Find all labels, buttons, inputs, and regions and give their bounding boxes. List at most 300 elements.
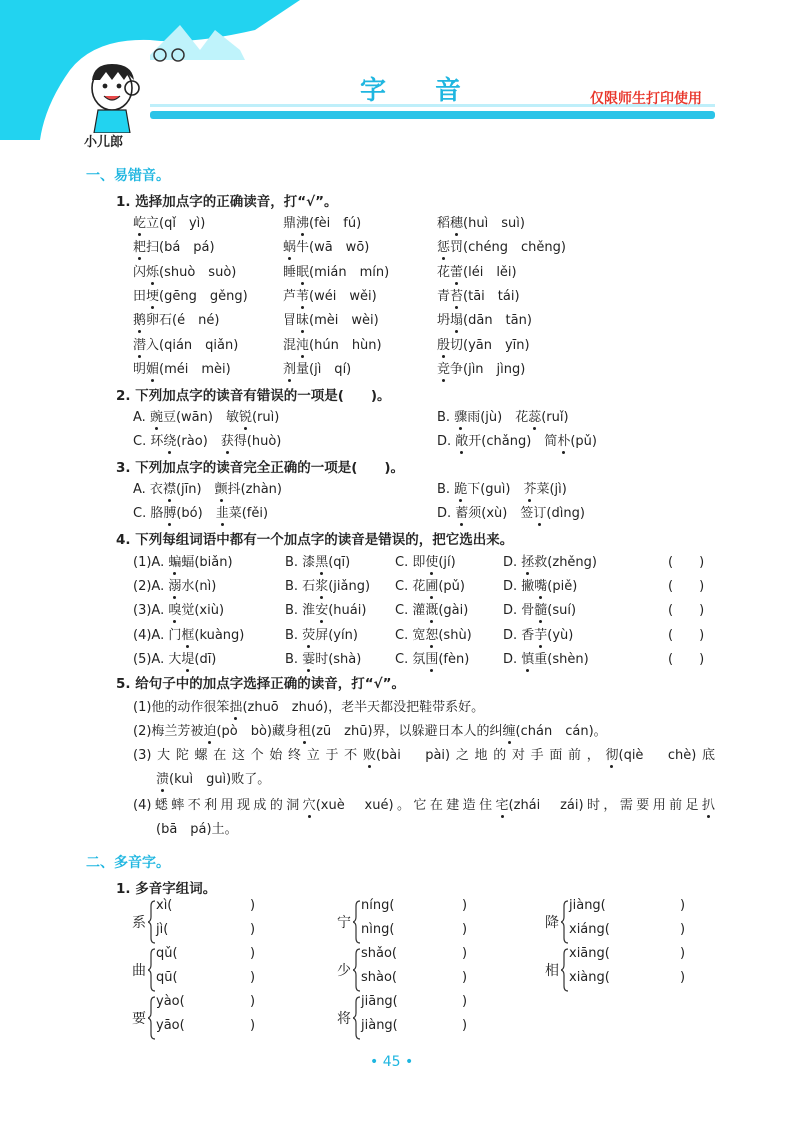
word-item	[285, 624, 358, 643]
text-segment: 罚(chéng chěng)	[450, 240, 566, 256]
sentence-line	[133, 744, 715, 763]
text-segment: D.	[437, 506, 456, 521]
text-segment: (3)A.	[133, 603, 169, 619]
dotted-char: 框	[181, 624, 194, 643]
dotted-char: 媚	[146, 358, 159, 377]
dotted-char: 苇	[296, 285, 309, 304]
header-band	[150, 111, 715, 119]
text-segment: (jiǎng)	[328, 579, 371, 595]
dotted-char: 蕊	[528, 406, 541, 425]
brace-icon	[561, 948, 569, 992]
word-item	[437, 285, 520, 304]
dotted-char: 颤	[215, 478, 228, 497]
reading-blank-close: )	[462, 994, 468, 1009]
reading-blank-close: )	[462, 970, 468, 985]
text-segment: 青	[437, 288, 451, 304]
text-segment: (dī)	[194, 651, 217, 667]
word-item	[395, 575, 465, 594]
text-segment: 明	[133, 361, 147, 377]
question-prompt: 3. 下列加点字的读音完全正确的一项是( )。	[116, 460, 405, 476]
dotted-char: 黑	[315, 551, 328, 570]
text-segment: 重(shèn)	[534, 651, 589, 667]
text-segment: (4)蟋蟀不利用现成的洞	[133, 798, 303, 813]
answer-option	[133, 430, 281, 449]
brace-icon	[148, 996, 156, 1040]
text-segment: C. 氛	[395, 651, 426, 667]
answer-blank: ( )	[668, 603, 705, 619]
dotted-char: 烁	[146, 261, 159, 280]
word-item	[437, 236, 566, 255]
text-segment: D. 香	[503, 627, 535, 643]
question-prompt: 4. 下列每组词语中都有一个加点字的读音是错误的，把它选出来。	[116, 532, 514, 548]
answer-option	[437, 478, 567, 497]
text-segment: B.	[285, 651, 303, 667]
reading-blank: shào(	[361, 970, 398, 985]
sentence-line	[133, 794, 715, 813]
dotted-char: 霎	[302, 648, 315, 667]
reading-blank-close: )	[680, 946, 686, 961]
dotted-char: 嗅	[168, 599, 181, 618]
answer-blank: ( )	[668, 651, 705, 667]
dotted-char: 敞	[455, 430, 468, 449]
dotted-char: 缠	[503, 720, 516, 739]
word-item	[285, 648, 361, 667]
dotted-char: 跪	[454, 478, 467, 497]
dotted-char: 眠	[296, 261, 309, 280]
dotted-char: 沸	[296, 212, 309, 231]
brace-icon	[148, 948, 156, 992]
polyphone-char: 宁	[337, 915, 351, 931]
reading-blank-close: )	[462, 922, 468, 937]
word-item	[133, 309, 219, 328]
dotted-char: 败	[363, 744, 376, 763]
text-segment: 蝠(biǎn)	[181, 555, 233, 570]
dotted-char: 获	[221, 430, 234, 449]
text-segment: 稻	[437, 216, 451, 231]
reading-blank: xì(	[156, 898, 173, 913]
text-segment: (dān tān)	[463, 313, 532, 329]
text-segment: 菜(jì)	[536, 482, 567, 497]
word-item	[503, 575, 577, 594]
question-prompt: 2. 下列加点字的读音有错误的一项是( )。	[116, 388, 391, 404]
text-segment: (2)A.	[133, 579, 169, 595]
answer-option	[437, 430, 597, 449]
section-title: 二、多音字。	[86, 855, 170, 871]
word-item	[133, 358, 231, 377]
text-segment: 入(qián qiǎn)	[146, 337, 239, 353]
word-item	[437, 358, 525, 377]
text-segment: 敏	[225, 410, 239, 425]
dotted-char: 溉	[425, 599, 438, 618]
text-segment: B.	[437, 410, 455, 425]
text-segment: (huái)	[328, 603, 367, 619]
brace-icon	[353, 900, 361, 944]
text-segment: B.	[285, 627, 303, 643]
question-prompt: 1. 多音字组词。	[116, 881, 217, 897]
sentence-line	[156, 818, 238, 837]
dotted-char: 使	[425, 551, 438, 570]
text-segment: D. 撇	[503, 579, 535, 595]
section-title: 一、易错音。	[86, 168, 170, 184]
text-segment: 雨(jù)	[467, 410, 516, 425]
text-segment: (xuè xué)。它在建造住	[315, 798, 496, 813]
reading-blank-close: )	[462, 946, 468, 961]
polyphone-char: 将	[337, 1011, 351, 1027]
text-segment: (mèi wèi)	[309, 313, 379, 329]
word-item	[285, 551, 350, 570]
reading-blank: jiàng(	[569, 898, 606, 913]
reading-blank-close: )	[680, 898, 686, 913]
text-segment: 须(xù)	[468, 506, 521, 521]
text-segment: 扫(bá pá)	[146, 240, 215, 256]
text-segment: 开(chǎng)	[468, 434, 545, 449]
reading-blank-close: )	[250, 946, 256, 961]
text-segment: (pò bò)藏身	[216, 724, 298, 739]
text-segment: (zhái zái)时，需要用前足	[508, 798, 702, 813]
dotted-char: 殷	[437, 334, 450, 353]
reading-blank: xiàng(	[569, 970, 610, 985]
sentence-line	[156, 768, 270, 787]
word-item	[437, 261, 517, 280]
mascot-boy-icon	[80, 58, 150, 133]
text-segment: (wéi wěi)	[309, 288, 377, 304]
word-item	[133, 575, 216, 594]
reading-blank: níng(	[361, 898, 395, 913]
text-segment: C. 宽	[395, 627, 426, 643]
answer-blank: ( )	[668, 627, 705, 643]
word-item	[395, 599, 468, 618]
answer-option	[133, 502, 268, 521]
text-segment: A. 衣	[133, 482, 163, 497]
dotted-char: 蝙	[168, 551, 181, 570]
word-item	[283, 309, 379, 328]
text-segment: 冒	[283, 313, 297, 329]
word-item	[285, 599, 366, 618]
dotted-char: 宅	[496, 794, 509, 813]
dotted-char: 骤	[454, 406, 467, 425]
text-segment: (qī)	[328, 555, 351, 570]
word-item	[437, 334, 530, 353]
reading-blank-close: )	[250, 970, 256, 985]
text-segment: B.	[437, 482, 455, 497]
dotted-char: 蕾	[450, 261, 463, 280]
text-segment: D.	[437, 434, 456, 449]
text-segment: 豆(wān)	[162, 410, 226, 425]
dotted-char: 芥	[523, 478, 536, 497]
text-segment: 鼎	[283, 216, 297, 231]
dotted-char: 慎	[521, 648, 534, 667]
text-segment: 救(zhěng)	[534, 555, 597, 570]
dotted-char: 屹	[133, 212, 146, 231]
text-segment: B. 漆	[285, 555, 316, 570]
text-segment: 争(jìn jìng)	[450, 361, 526, 377]
text-segment: (qiè chè)底	[618, 748, 716, 763]
text-segment: 牛(wā wō)	[296, 240, 370, 256]
dotted-char: 沌	[296, 334, 309, 353]
dotted-char: 塌	[450, 309, 463, 328]
word-item	[283, 212, 361, 231]
header-corner-decoration	[0, 0, 300, 140]
dotted-char: 恕	[425, 624, 438, 643]
text-segment: 简	[544, 434, 558, 449]
sentence-line	[133, 696, 484, 715]
dotted-char: 嘴	[534, 575, 547, 594]
text-segment: (2)梅兰芳被	[133, 724, 204, 739]
word-item	[133, 648, 216, 667]
polyphone-char: 少	[337, 963, 351, 979]
word-item	[283, 261, 389, 280]
dotted-char: 穗	[450, 212, 463, 231]
dotted-char: 膊	[163, 502, 176, 521]
text-segment: D.	[503, 651, 522, 667]
polyphone-char: 系	[132, 915, 146, 931]
dotted-char: 浆	[315, 575, 328, 594]
word-item	[437, 309, 532, 328]
page-title: 字 音	[360, 76, 482, 106]
dotted-char: 订	[533, 502, 546, 521]
reading-blank-close: )	[250, 1018, 256, 1033]
text-segment: 时(shà)	[315, 651, 362, 667]
text-segment: (huì suì)	[463, 216, 525, 231]
word-item	[503, 648, 589, 667]
answer-option	[437, 406, 569, 425]
text-segment: 睡	[283, 264, 297, 280]
text-segment: (suí)	[547, 603, 577, 619]
text-segment: 卵石(é né)	[146, 313, 220, 329]
dotted-char: 朴	[557, 430, 570, 449]
text-segment: (kuì guì)败了。	[169, 772, 271, 787]
reading-blank: jì(	[156, 922, 169, 937]
dotted-char: 潜	[133, 334, 146, 353]
dotted-char: 韭	[216, 502, 229, 521]
brace-icon	[148, 900, 156, 944]
text-segment: (gēng gěng)	[159, 288, 248, 304]
question-prompt: 1. 选择加点字的正确读音，打“√”。	[116, 194, 338, 210]
text-segment: 菜(fěi)	[228, 506, 269, 521]
dotted-char: 埂	[146, 285, 159, 304]
word-item	[503, 624, 573, 643]
dotted-char: 扒	[702, 794, 715, 813]
dotted-char: 蜗	[283, 236, 296, 255]
word-item	[133, 551, 233, 570]
dotted-char: 蓄	[455, 502, 468, 521]
reading-blank-close: )	[680, 922, 686, 937]
text-segment: (kuàng)	[194, 627, 245, 643]
text-segment: 签	[520, 506, 534, 521]
text-segment: (yù)	[547, 627, 574, 643]
text-segment: C. 灌	[395, 603, 426, 619]
word-item	[285, 575, 370, 594]
text-segment: 闪	[133, 264, 147, 280]
text-segment: 水(nì)	[181, 579, 217, 595]
dotted-char: 芋	[534, 624, 547, 643]
dotted-char: 拯	[521, 551, 534, 570]
text-segment: C. 环	[133, 434, 164, 449]
reading-blank: yào(	[156, 994, 185, 1009]
word-item	[503, 599, 576, 618]
text-segment: 觉(xiù)	[181, 603, 225, 619]
answer-option	[133, 406, 279, 425]
answer-blank: ( )	[668, 555, 705, 570]
text-segment: 下(guì)	[467, 482, 524, 497]
reading-blank: jiāng(	[361, 994, 398, 1009]
dotted-char: 围	[425, 648, 438, 667]
text-segment: C. 胳	[133, 506, 164, 521]
text-segment: (gài)	[438, 603, 469, 619]
text-segment: A.	[133, 410, 150, 425]
dotted-char: 荧	[302, 624, 315, 643]
word-item	[437, 212, 525, 231]
reading-blank-close: )	[462, 898, 468, 913]
dotted-char: 圃	[425, 575, 438, 594]
dotted-char: 溺	[168, 575, 181, 594]
text-segment: (jīn)	[175, 482, 215, 497]
dotted-char: 安	[315, 599, 328, 618]
dotted-char: 锐	[239, 406, 252, 425]
text-segment: (léi lěi)	[463, 264, 517, 280]
text-segment: (bài pài)之地的对手面前，	[375, 748, 606, 763]
word-item	[133, 236, 215, 255]
polyphone-char: 相	[545, 963, 559, 979]
text-segment: D.	[503, 555, 522, 570]
reading-blank-close: )	[250, 922, 256, 937]
text-segment: 芦	[283, 288, 297, 304]
polyphone-char: 降	[545, 915, 559, 931]
text-segment: (bó)	[176, 506, 216, 521]
word-item	[283, 334, 382, 353]
reading-blank-close: )	[462, 1018, 468, 1033]
text-segment: (piě)	[547, 579, 578, 595]
text-segment: 抖(zhàn)	[227, 482, 282, 497]
answer-option	[437, 502, 585, 521]
dotted-char: 竞	[437, 358, 450, 377]
dotted-char: 剂	[283, 358, 296, 377]
sentence-line	[133, 720, 607, 739]
answer-option	[133, 478, 282, 497]
answer-blank: ( )	[668, 579, 705, 595]
text-segment: (fèi fú)	[309, 216, 362, 231]
word-item	[133, 334, 238, 353]
dotted-char: 豌	[150, 406, 163, 425]
text-segment: B. 淮	[285, 603, 316, 619]
text-segment: (méi mèi)	[159, 361, 231, 377]
dotted-char: 迫	[203, 720, 216, 739]
reading-blank: yāo(	[156, 1018, 185, 1033]
text-segment: (pǔ)	[438, 579, 465, 595]
text-segment: (hún hùn)	[309, 337, 382, 353]
word-item	[395, 624, 472, 643]
text-segment: D. 骨	[503, 603, 535, 619]
text-segment: (tāi tái)	[463, 288, 520, 304]
text-segment: (3)大陀螺在这个始终立于不	[133, 748, 363, 763]
text-segment: (shù)	[438, 627, 472, 643]
question-prompt: 5. 给句子中的加点字选择正确的读音，打“√”。	[116, 676, 405, 692]
text-segment: (fèn)	[438, 651, 470, 667]
text-segment: 量(jì qí)	[296, 361, 352, 377]
reading-blank: nìng(	[361, 922, 395, 937]
dotted-char: 绕	[163, 430, 176, 449]
dotted-char: 耙	[133, 236, 146, 255]
word-item	[283, 358, 351, 377]
text-segment: 坍	[437, 313, 451, 329]
text-segment: (dìng)	[546, 506, 585, 521]
reading-blank-close: )	[250, 994, 256, 1009]
brace-icon	[353, 996, 361, 1040]
dotted-char: 惩	[437, 236, 450, 255]
dotted-char: 拙	[229, 696, 242, 715]
polyphone-char: 曲	[132, 963, 146, 979]
dotted-char: 襟	[163, 478, 176, 497]
text-segment: (shuò suò)	[159, 264, 237, 280]
reading-blank: xiáng(	[569, 922, 610, 937]
text-segment: 切(yān yīn)	[450, 337, 530, 353]
text-segment: 田	[133, 288, 147, 304]
word-item	[133, 212, 205, 231]
brace-icon	[561, 900, 569, 944]
word-item	[395, 551, 456, 570]
text-segment: (ruì)	[251, 410, 280, 425]
reading-blank: qǔ(	[156, 946, 178, 961]
dotted-char: 苔	[450, 285, 463, 304]
reading-blank: xiāng(	[569, 946, 610, 961]
text-segment: 屏(yín)	[315, 627, 358, 643]
polyphone-char: 要	[132, 1011, 146, 1027]
text-segment: (mián mín)	[309, 264, 390, 280]
dotted-char: 溃	[156, 768, 169, 787]
text-segment: (rào)	[176, 434, 221, 449]
text-segment: 立(qǐ yì)	[146, 216, 206, 231]
text-segment: (ruǐ)	[541, 410, 569, 425]
word-item	[133, 285, 248, 304]
reading-blank-close: )	[680, 970, 686, 985]
text-segment: 得(huò)	[233, 434, 282, 449]
word-item	[133, 261, 236, 280]
text-segment: (1)他的动作很笨	[133, 700, 230, 715]
reading-blank-close: )	[250, 898, 256, 913]
reading-blank: shǎo(	[361, 946, 398, 961]
text-segment: (5)A. 大	[133, 651, 182, 667]
text-segment: (pǔ)	[570, 434, 597, 449]
text-segment: 花	[437, 264, 451, 280]
text-segment: 混	[283, 337, 297, 353]
text-segment: (1)A.	[133, 555, 169, 570]
text-segment: C. 花	[395, 579, 426, 595]
dotted-char: 昧	[296, 309, 309, 328]
text-segment: (zū zhū)界，以躲避日本人的纠	[311, 724, 503, 739]
word-item	[133, 624, 244, 643]
word-item	[133, 599, 224, 618]
text-segment: (jí)	[438, 555, 456, 570]
text-segment: (bā pá)土。	[156, 822, 238, 837]
dotted-char: 穴	[303, 794, 316, 813]
brand-label: 小儿郎	[84, 135, 124, 150]
dotted-char: 彻	[605, 744, 618, 763]
text-segment: 花	[515, 410, 529, 425]
text-segment: (zhuō zhuó)，老半天都没把鞋带系好。	[242, 700, 485, 715]
text-segment: (4)A. 门	[133, 627, 182, 643]
word-item	[283, 236, 369, 255]
dotted-char: 髓	[534, 599, 547, 618]
word-item	[395, 648, 469, 667]
reading-blank: qū(	[156, 970, 178, 985]
word-item	[283, 285, 377, 304]
dotted-char: 鹅	[133, 309, 146, 328]
reading-blank: jiàng(	[361, 1018, 398, 1033]
dotted-char: 堤	[181, 648, 194, 667]
usage-notice: 仅限师生打印使用	[590, 91, 702, 107]
text-segment: B. 石	[285, 579, 316, 595]
text-segment: (chán cán)。	[515, 724, 607, 739]
